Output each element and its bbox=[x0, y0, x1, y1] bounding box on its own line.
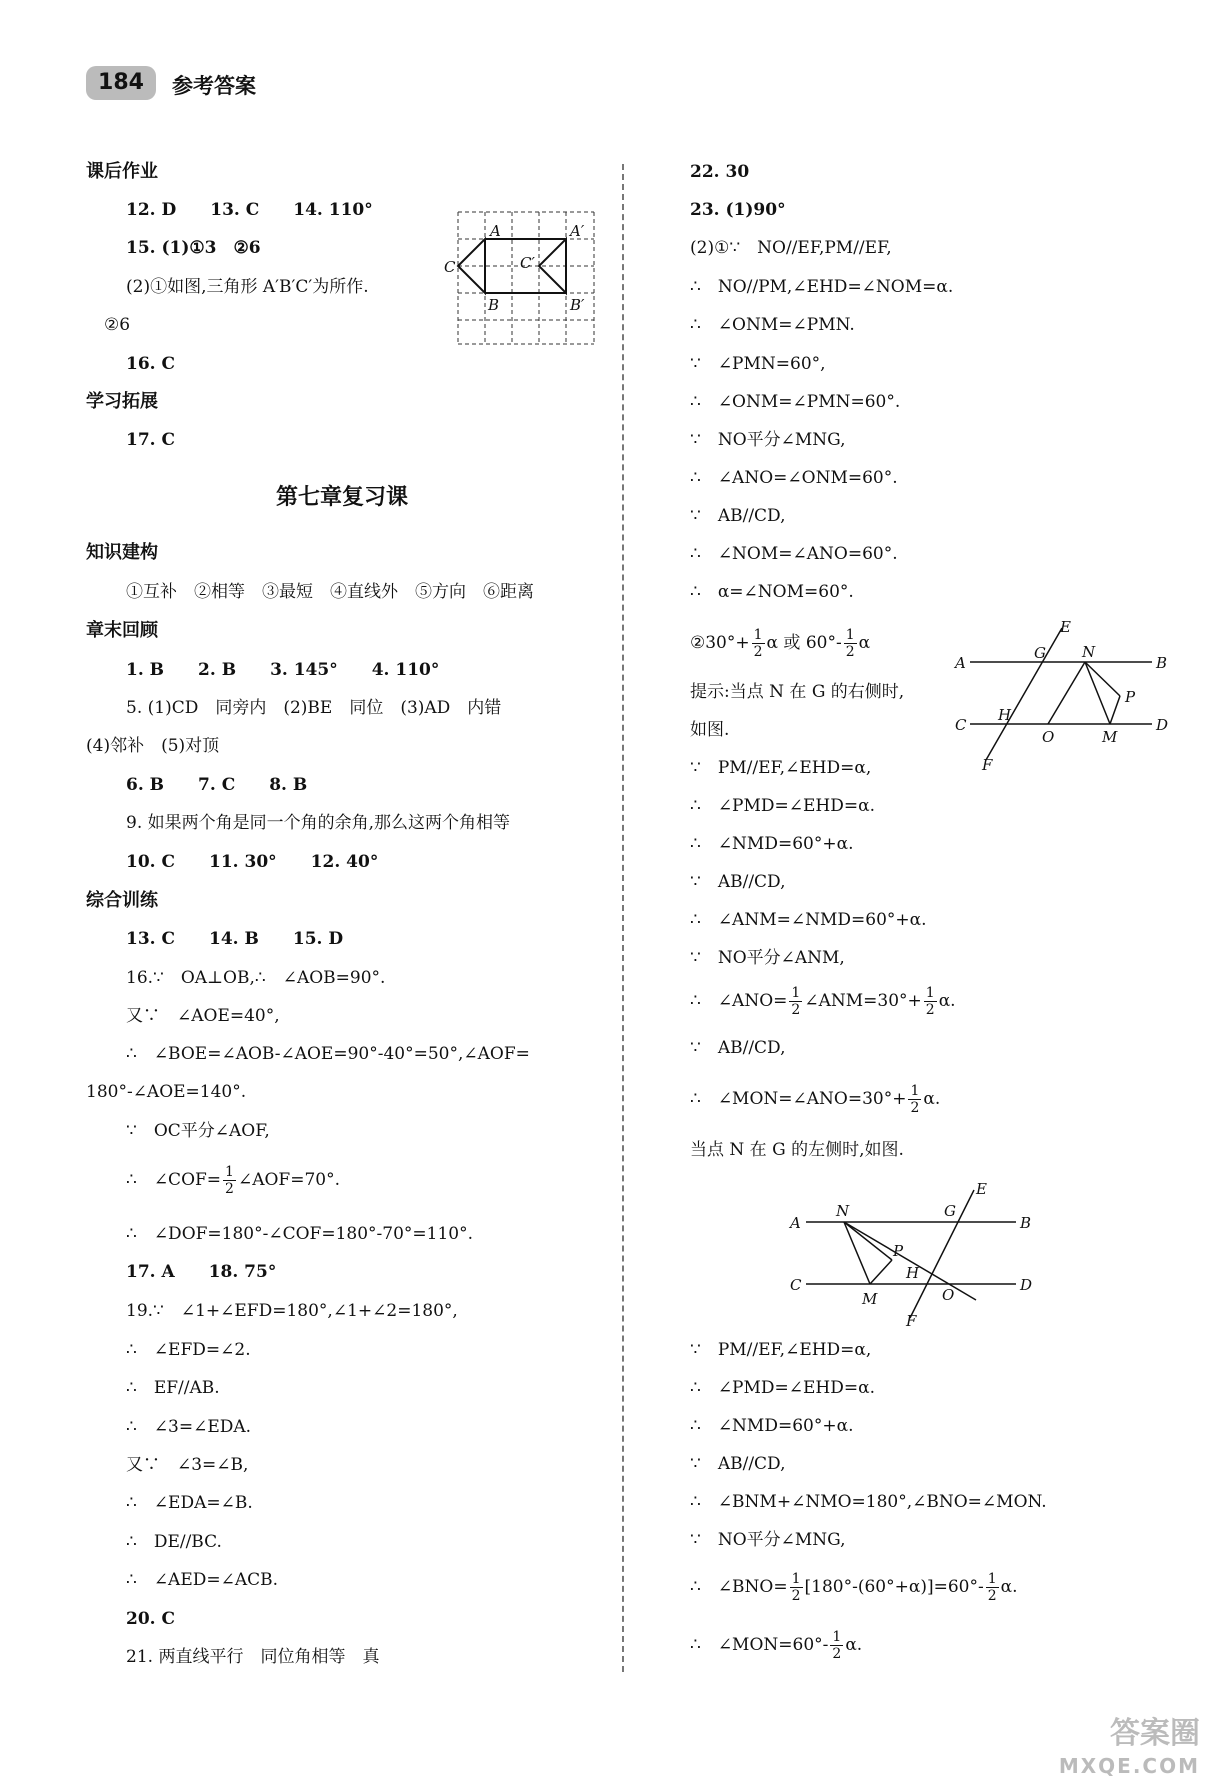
section-chapter-review: 章末回顾 bbox=[86, 620, 158, 641]
chapter-title: 第七章复习课 bbox=[276, 485, 409, 510]
answer-line: 21. 两直线平行 同位角相等 真 bbox=[126, 1647, 380, 1667]
answer-line: ∵ PM//EF,∠EHD=α, bbox=[690, 758, 872, 778]
answer-line: 当点 N 在 G 的左侧时,如图. bbox=[690, 1140, 904, 1160]
answer-line: 17. A 18. 75° bbox=[126, 1262, 277, 1282]
answer-line: ∴ ∠BNM+∠NMO=180°,∠BNO=∠MON. bbox=[690, 1492, 1047, 1512]
label-g: G bbox=[944, 1202, 956, 1220]
answer-line: 9. 如果两个角是同一个角的余角,那么这两个角相等 bbox=[126, 813, 511, 833]
answer-line: 16. C bbox=[126, 354, 176, 374]
answer-line: ∵ AB//CD, bbox=[690, 506, 786, 526]
answer-line: ②6 bbox=[104, 315, 131, 335]
label-a-prime: A′ bbox=[570, 222, 585, 240]
label-c: C bbox=[790, 1276, 802, 1294]
label-n: N bbox=[836, 1202, 850, 1220]
label-e: E bbox=[1060, 618, 1071, 636]
answer-line: ∵ ∠PMN=60°, bbox=[690, 354, 826, 374]
label-a: A bbox=[955, 654, 966, 672]
answer-line: ∵ AB//CD, bbox=[690, 1454, 786, 1474]
answer-line: 17. C bbox=[126, 430, 176, 450]
label-g: G bbox=[1034, 644, 1046, 662]
answer-line: ∴ ∠BOE=∠AOB-∠AOE=90°-40°=50°,∠AOF= bbox=[126, 1044, 530, 1064]
answer-line: ∴ ∠PMD=∠EHD=α. bbox=[690, 1378, 876, 1398]
answer-line: ∵ OC平分∠AOF, bbox=[126, 1121, 270, 1141]
section-knowledge: 知识建构 bbox=[86, 542, 158, 563]
answer-line: 22. 30 bbox=[690, 162, 750, 182]
label-e: E bbox=[976, 1180, 987, 1198]
answer-line: ∴ ∠MON=∠ANO=30°+ $\frac{1}{2}$ α. bbox=[690, 1083, 941, 1116]
answer-line: ∴ ∠MON=60°- $\frac{1}{2}$ α. bbox=[690, 1629, 863, 1662]
answer-line: 19.∵ ∠1+∠EFD=180°,∠1+∠2=180°, bbox=[126, 1301, 458, 1321]
label-h: H bbox=[906, 1264, 920, 1282]
label-b-prime: B′ bbox=[570, 296, 585, 314]
answer-line: (2)①如图,三角形 A′B′C′为所作. bbox=[126, 277, 369, 297]
watermark: 答案圈 MXQE.COM bbox=[1058, 1716, 1200, 1778]
answer-line: ∴ NO//PM,∠EHD=∠NOM=α. bbox=[690, 277, 954, 297]
answer-line: ∵ PM//EF,∠EHD=α, bbox=[690, 1340, 872, 1360]
answer-line: ∴ ∠ANO= $\frac{1}{2}$ ∠ANM=30°+ $\frac{1}{2}$ α. bbox=[690, 985, 956, 1018]
answer-line: ∵ NO平分∠MNG, bbox=[690, 430, 846, 450]
answer-line: 10. C 11. 30° 12. 40° bbox=[126, 852, 379, 872]
answer-line: 提示:当点 N 在 G 的右侧时, bbox=[690, 682, 905, 702]
answer-line: 如图. bbox=[690, 720, 730, 740]
answer-line: 6. B 7. C 8. B bbox=[126, 775, 308, 795]
answer-line: ∴ ∠DOF=180°-∠COF=180°-70°=110°. bbox=[126, 1224, 474, 1244]
label-a: A bbox=[490, 222, 501, 240]
label-o: O bbox=[1042, 728, 1055, 746]
label-b: B bbox=[488, 296, 500, 314]
label-n: N bbox=[1082, 643, 1096, 661]
answer-line: 20. C bbox=[126, 1609, 176, 1629]
answer-line: ②30°+ $\frac{1}{2}$ α 或 60°- $\frac{1}{2}$ α bbox=[690, 627, 871, 660]
answer-line: ∴ ∠ANO=∠ONM=60°. bbox=[690, 468, 898, 488]
answer-line: ∴ ∠AED=∠ACB. bbox=[126, 1570, 279, 1590]
answer-line: ∴ ∠PMD=∠EHD=α. bbox=[690, 796, 876, 816]
answer-line: ∵ NO平分∠MNG, bbox=[690, 1530, 846, 1550]
answer-line: ∴ ∠3=∠EDA. bbox=[126, 1417, 252, 1437]
column-divider bbox=[622, 164, 624, 1672]
fraction: $\frac{1}{2}$ bbox=[225, 1164, 234, 1197]
label-a: A bbox=[790, 1214, 801, 1232]
answer-line: ∴ ∠ONM=∠PMN. bbox=[690, 315, 855, 335]
answer-line: 又∵ ∠3=∠B, bbox=[126, 1455, 249, 1475]
section-homework: 课后作业 bbox=[86, 161, 158, 182]
answer-line: 1. B 2. B 3. 145° 4. 110° bbox=[126, 660, 440, 680]
label-c: C bbox=[444, 258, 456, 276]
label-f: F bbox=[982, 756, 993, 772]
answer-line: ∴ ∠COF= $\frac{1}{2}$ ∠AOF=70°. bbox=[126, 1164, 341, 1197]
label-h: H bbox=[998, 706, 1012, 724]
answer-line: ∴ ∠NMD=60°+α. bbox=[690, 1416, 854, 1436]
page-number: 184 bbox=[86, 66, 156, 100]
label-d: D bbox=[1156, 716, 1169, 734]
geometry-figure-left bbox=[780, 1176, 1060, 1328]
answer-line: 16.∵ OA⊥OB,∴ ∠AOB=90°. bbox=[126, 968, 386, 988]
answer-line: ∵ AB//CD, bbox=[690, 1038, 786, 1058]
answer-line: 15. (1)①3 ②6 bbox=[126, 238, 261, 258]
answer-line: ①互补 ②相等 ③最短 ④直线外 ⑤方向 ⑥距离 bbox=[126, 582, 534, 602]
answer-line: ∴ ∠BNO= $\frac{1}{2}$ [180°-(60°+α)]=60°- $\frac{1}{2}$ α. bbox=[690, 1571, 1018, 1604]
label-c-prime: C′ bbox=[520, 254, 535, 272]
label-p: P bbox=[893, 1242, 904, 1260]
answer-line: 13. C 14. B 15. D bbox=[126, 929, 344, 949]
label-p: P bbox=[1125, 688, 1136, 706]
answer-line: (4)邻补 (5)对顶 bbox=[86, 736, 220, 756]
grid-figure bbox=[444, 206, 604, 346]
label-b: B bbox=[1020, 1214, 1032, 1232]
answer-line: ∵ NO平分∠ANM, bbox=[690, 948, 845, 968]
answer-line: ∴ DE//BC. bbox=[126, 1532, 222, 1552]
answer-line: ∴ ∠NMD=60°+α. bbox=[690, 834, 854, 854]
answer-line: ∴ ∠ONM=∠PMN=60°. bbox=[690, 392, 901, 412]
label-o: O bbox=[942, 1286, 955, 1304]
answer-line: ∴ EF//AB. bbox=[126, 1378, 220, 1398]
label-f: F bbox=[906, 1312, 917, 1328]
section-extension: 学习拓展 bbox=[86, 391, 158, 412]
label-b: B bbox=[1156, 654, 1168, 672]
answer-line: 12. D 13. C 14. 110° bbox=[126, 200, 373, 220]
answer-line: ∴ α=∠NOM=60°. bbox=[690, 582, 854, 602]
answer-line: ∴ ∠NOM=∠ANO=60°. bbox=[690, 544, 898, 564]
label-m: M bbox=[1102, 728, 1118, 746]
answer-line: ∴ ∠EFD=∠2. bbox=[126, 1340, 251, 1360]
running-header: 参考答案 bbox=[172, 74, 256, 98]
answer-line: 23. (1)90° bbox=[690, 200, 786, 220]
label-d: D bbox=[1020, 1276, 1033, 1294]
section-comprehensive: 综合训练 bbox=[86, 890, 158, 911]
answer-line: ∴ ∠ANM=∠NMD=60°+α. bbox=[690, 910, 927, 930]
label-c: C bbox=[955, 716, 967, 734]
answer-line: ∵ AB//CD, bbox=[690, 872, 786, 892]
answer-line: (2)①∵ NO//EF,PM//EF, bbox=[690, 238, 892, 258]
label-m: M bbox=[862, 1290, 878, 1308]
answer-line: 又∵ ∠AOE=40°, bbox=[126, 1006, 280, 1026]
answer-line: 5. (1)CD 同旁内 (2)BE 同位 (3)AD 内错 bbox=[126, 698, 502, 718]
geometry-figure-right bbox=[950, 614, 1174, 772]
answer-line: 180°-∠AOE=140°. bbox=[86, 1082, 247, 1102]
answer-line: ∴ ∠EDA=∠B. bbox=[126, 1493, 253, 1513]
